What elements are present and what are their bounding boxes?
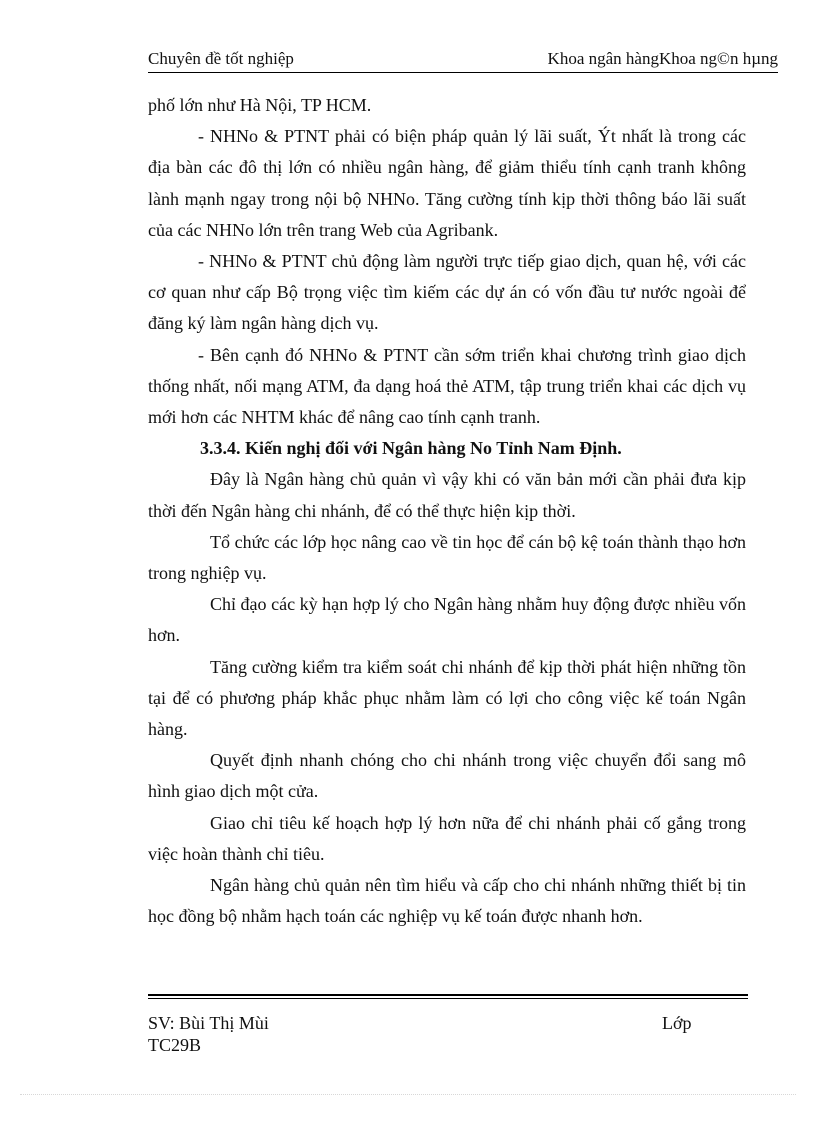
footer-class-label: Lớp <box>662 1013 692 1033</box>
footer-divider <box>148 998 748 999</box>
footer-class-code: TC29B <box>148 1035 202 1055</box>
paragraph: - NHNo & PTNT phải có biện pháp quản lý lãi suất, Ýt nhất là trong các địa bàn các đô thị lớn có nhiều ngân hàng, để giảm thiểu tính cạnh tranh không lành mạnh ngay trong nội bộ NHNo. Tăng cường tính kịp thời thông báo lãi suất của các NHNo lớn trên trang Web của Agribank. <box>148 126 746 240</box>
paragraph: Đây là Ngân hàng chủ quản vì vậy khi có văn bản mới cần phải đưa kịp thời đến Ngân hàng chi nhánh, để có thể thực hiện kịp thời. <box>148 469 746 521</box>
paragraph: Giao chỉ tiêu kế hoạch hợp lý hơn nữa để chi nhánh phải cố gắng trong việc hoàn thành chỉ tiêu. <box>148 812 746 864</box>
header-document-type: Chuyên đề tốt nghiệp <box>148 49 294 68</box>
footer-divider <box>148 994 748 996</box>
paragraph: Quyết định nhanh chóng cho chi nhánh trong việc chuyển đổi sang mô hình giao dịch một cửa. <box>148 750 746 802</box>
paragraph: - Bên cạnh đó NHNo & PTNT cần sớm triển khai chương trình giao dịch thống nhất, nối mạng ATM, đa dạng hoá thẻ ATM, tập trung triển khai các dịch vụ mới hơn các NHTM khác để nâng cao tính cạnh tranh. <box>148 344 746 428</box>
section-heading: 3.3.4. Kiến nghị đối với Ngân hàng No Tỉnh Nam Định. <box>200 438 622 459</box>
paragraph: Tổ chức các lớp học nâng cao về tin học để cán bộ kệ toán thành thạo hơn trong nghiệp vụ. <box>148 531 746 584</box>
paragraph: - NHNo & PTNT chủ động làm người trực tiếp giao dịch, quan hệ, với các cơ quan như cấp Bộ trọng việc tìm kiếm các dự án có vốn đầu tư nước ngoài để đăng ký làm ngân hàng dịch vụ. <box>148 251 746 334</box>
page-edge-divider <box>20 1094 796 1095</box>
footer-student-name: SV: Bùi Thị Mùi <box>148 1013 269 1033</box>
paragraph: phố lớn như Hà Nội, TP HCM. <box>148 95 372 115</box>
page-header <box>148 48 778 73</box>
paragraph: Chỉ đạo các kỳ hạn hợp lý cho Ngân hàng nhằm huy động được nhiều vốn hơn. <box>148 594 746 646</box>
document-body <box>148 90 746 932</box>
paragraph: Ngân hàng chủ quản nên tìm hiểu và cấp cho chi nhánh những thiết bị tin học đồng bộ nhằm hạch toán các nghiệp vụ kế toán được nhanh hơn. <box>148 875 746 927</box>
paragraph: Tăng cường kiểm tra kiểm soát chi nhánh để kịp thời phát hiện những tồn tại để có phương pháp khắc phục nhằm làm có lợi cho công việc kế toán Ngân hàng. <box>148 656 746 740</box>
header-faculty: Khoa ngân hàngKhoa ng©n hµng <box>547 49 778 68</box>
